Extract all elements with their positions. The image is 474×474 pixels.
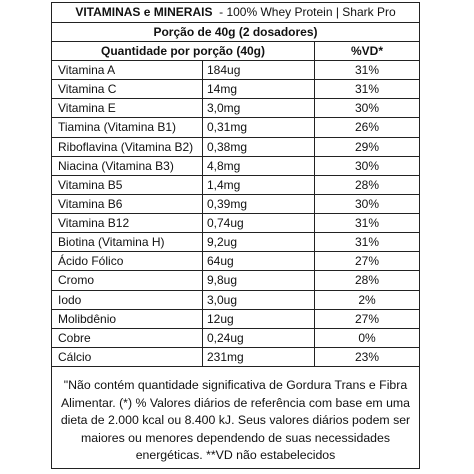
- table-row: [52, 99, 419, 118]
- nutrient-vd: 30%: [354, 158, 380, 173]
- nutrient-vd: 29%: [354, 139, 380, 154]
- nutrient-name: Ácido Fólico: [52, 252, 203, 270]
- table-title-rest: - 100% Whey Protein | Shark Pro: [212, 5, 396, 19]
- nutrient-amount: 231mg: [203, 348, 315, 366]
- nutrient-name: Biotina (Vitamina H): [52, 233, 203, 251]
- table-row: [52, 271, 419, 290]
- table-row: [52, 157, 419, 176]
- nutrient-amount: 12ug: [203, 310, 315, 328]
- nutrient-name: Cálcio: [52, 348, 203, 366]
- nutrient-vd: 30%: [354, 101, 380, 116]
- header-vd: %VD*: [350, 44, 383, 58]
- nutrient-amount: 0,38mg: [203, 138, 315, 156]
- nutrient-vd: 2%: [358, 292, 376, 307]
- nutrient-name: Niacina (Vitamina B3): [52, 157, 203, 175]
- table-row: [52, 118, 419, 137]
- table-row: [52, 176, 419, 195]
- nutrient-name: Vitamina A: [52, 61, 203, 79]
- nutrient-amount: 64ug: [203, 252, 315, 270]
- table-row: [52, 348, 419, 367]
- table-row: [52, 61, 419, 80]
- nutrient-amount: 1,4mg: [203, 176, 315, 194]
- nutrient-name: Riboflavina (Vitamina B2): [52, 138, 203, 156]
- table-row: [52, 291, 419, 310]
- nutrient-name: Molibdênio: [52, 310, 203, 328]
- nutrient-name: Vitamina B12: [52, 214, 203, 232]
- table-row: [52, 214, 419, 233]
- table-header: [52, 42, 419, 61]
- nutrient-vd: 31%: [354, 63, 380, 77]
- nutrient-vd: 30%: [354, 196, 380, 211]
- nutrient-vd: 28%: [354, 273, 380, 288]
- nutrient-vd: 27%: [354, 254, 380, 269]
- nutrient-amount: 9,8ug: [203, 271, 315, 289]
- nutrient-vd: 31%: [354, 235, 380, 250]
- table-row: [52, 252, 419, 271]
- nutrient-amount: 0,74ug: [203, 214, 315, 232]
- nutrient-amount: 14mg: [203, 80, 315, 98]
- nutrient-name: Vitamina E: [52, 99, 203, 117]
- table-title-bold: VITAMINAS e MINERAIS: [75, 5, 213, 19]
- nutrient-name: Vitamina B6: [52, 195, 203, 213]
- table-title: [52, 3, 419, 23]
- table-row: [52, 80, 419, 99]
- nutrient-name: Iodo: [52, 291, 203, 309]
- nutrient-vd: 27%: [354, 311, 380, 326]
- nutrient-vd: 0%: [358, 330, 376, 345]
- nutrient-vd: 31%: [354, 216, 380, 230]
- nutrient-name: Vitamina B5: [52, 176, 203, 194]
- nutrient-amount: 184ug: [203, 61, 315, 79]
- footnote: "Não contém quantidade significativa de Gordura Trans e Fibra Alimentar. (*) % Valores diários de referência com base em uma dieta de 2.000 kcal ou 8.400 kJ. Seus valores diários podem ser maiores ou menores dependendo de suas necessidades energéticas. **VD não estabelecidos: [60, 378, 411, 462]
- nutrient-amount: 3,0ug: [203, 291, 315, 309]
- nutrient-vd: 31%: [354, 82, 380, 97]
- nutrient-vd: 23%: [354, 349, 380, 364]
- nutrition-table: [51, 2, 420, 469]
- portion-label: Porção de 40g (2 dosadores): [52, 23, 419, 42]
- nutrient-amount: 3,0mg: [203, 99, 315, 117]
- header-quantity: Quantidade por porção (40g): [52, 42, 315, 60]
- nutrient-amount: 9,2ug: [203, 233, 315, 251]
- table-row: [52, 233, 419, 252]
- nutrient-vd: 28%: [354, 177, 380, 192]
- nutrient-name: Cobre: [52, 329, 203, 347]
- nutrient-amount: 0,24ug: [203, 329, 315, 347]
- table-row: [52, 195, 419, 214]
- nutrient-name: Vitamina C: [52, 80, 203, 98]
- table-row: [52, 138, 419, 157]
- table-row: [52, 310, 419, 329]
- nutrient-name: Tiamina (Vitamina B1): [52, 118, 203, 136]
- nutrient-vd: 26%: [354, 120, 380, 135]
- nutrient-amount: 4,8mg: [203, 157, 315, 175]
- table-row: [52, 329, 419, 348]
- nutrient-name: Cromo: [52, 271, 203, 289]
- nutrient-amount: 0,39mg: [203, 195, 315, 213]
- nutrient-amount: 0,31mg: [203, 118, 315, 136]
